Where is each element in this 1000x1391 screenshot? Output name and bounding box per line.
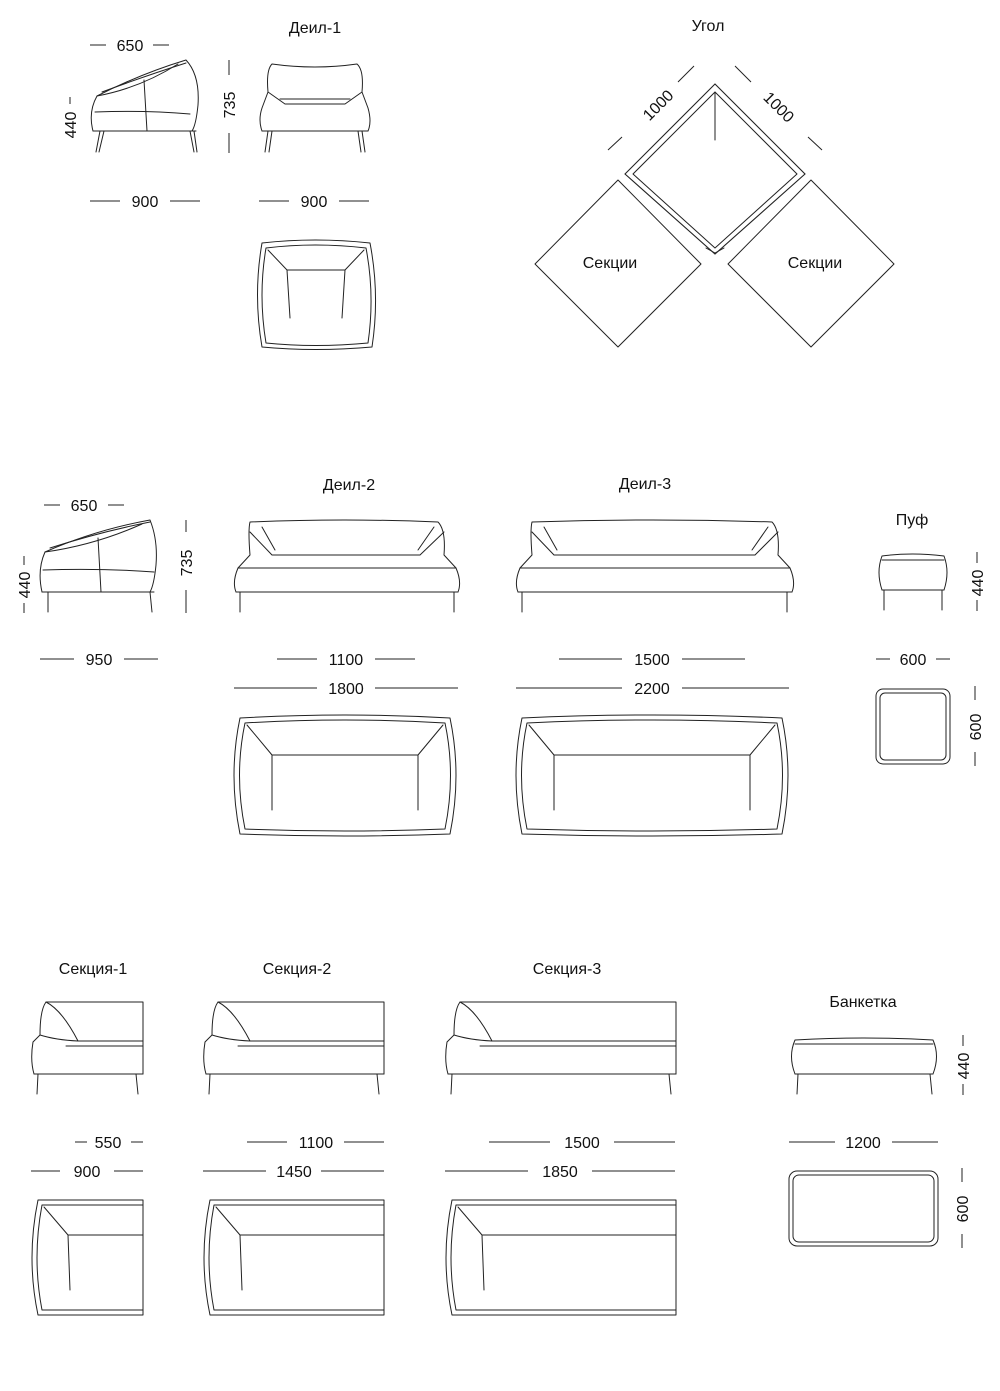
deil-3-front-view (516, 520, 793, 612)
sekciya-2-front-view (204, 1002, 384, 1094)
dim-bk-width (789, 1135, 938, 1152)
dim-s2-b (203, 1164, 384, 1181)
corner-dim-left (608, 66, 694, 150)
deil-2-side-view (40, 520, 156, 612)
svg-text:1000: 1000 (759, 89, 797, 127)
dim-bk-depth (955, 1168, 972, 1248)
dim-d1-width (259, 194, 369, 211)
title-sekciya-1: Секция-1 (58, 961, 128, 978)
deil-1-top-view (258, 240, 376, 350)
svg-text:440: 440 (956, 1052, 973, 1080)
dim-puf-width (876, 652, 950, 669)
deil-3-top-view (516, 715, 788, 836)
dim-puf-depth (968, 686, 985, 766)
title-deil-2: Деил-2 (322, 477, 376, 494)
dim-d2-height (179, 520, 196, 613)
svg-text:Секции: Секции (582, 255, 638, 272)
title-banketka: Банкетка (829, 994, 897, 1011)
svg-text:1850: 1850 (542, 1164, 578, 1181)
svg-text:950: 950 (85, 652, 113, 669)
sekciya-1-top-view (32, 1200, 143, 1315)
svg-text:Секции: Секции (787, 255, 843, 272)
svg-text:600: 600 (968, 713, 985, 741)
svg-text:1500: 1500 (564, 1135, 600, 1152)
dim-puf-height (970, 552, 987, 611)
deil-2-front-view (234, 520, 459, 612)
svg-text:650: 650 (116, 38, 144, 55)
dim-d1-seat-height (63, 97, 80, 138)
corner-section-right (728, 180, 894, 347)
title-deil-1: Деил-1 (288, 20, 342, 37)
sekciya-3-top-view (446, 1200, 676, 1315)
banketka-top-view (789, 1171, 938, 1246)
svg-text:1800: 1800 (328, 681, 364, 698)
dim-d3-width (516, 681, 789, 698)
svg-text:1450: 1450 (276, 1164, 312, 1181)
svg-text:735: 735 (222, 91, 239, 119)
svg-text:1000: 1000 (640, 87, 678, 125)
svg-text:550: 550 (94, 1135, 122, 1152)
corner-section-left (535, 180, 701, 347)
dim-s1-b (31, 1164, 143, 1181)
dim-s1-a (75, 1135, 143, 1152)
title-puf: Пуф (895, 512, 929, 529)
dim-d2-depth-top (44, 498, 124, 515)
dim-s2-a (247, 1135, 384, 1152)
sekciya-1-front-view (32, 1002, 143, 1094)
dim-d1-depth-top (90, 38, 169, 55)
corner-dim-right (735, 66, 822, 150)
svg-text:1200: 1200 (845, 1135, 881, 1152)
dim-d2-depth (40, 652, 158, 669)
dim-d2-width (234, 681, 458, 698)
sekciya-2-top-view (204, 1200, 384, 1315)
svg-text:735: 735 (179, 549, 196, 577)
dim-d1-height (222, 60, 239, 153)
deil-1-side-view (91, 60, 198, 152)
svg-text:600: 600 (955, 1195, 972, 1223)
dim-bk-height (956, 1035, 973, 1095)
title-deil-3: Деил-3 (618, 476, 672, 493)
title-sekciya-3: Секция-3 (532, 961, 602, 978)
svg-text:1100: 1100 (298, 1135, 334, 1152)
dim-s3-a (489, 1135, 675, 1152)
deil-2-top-view (234, 715, 456, 836)
puf-front-view (879, 554, 947, 610)
svg-text:900: 900 (300, 194, 328, 211)
dim-d3-seat (559, 652, 745, 669)
svg-text:440: 440 (970, 569, 987, 597)
dim-d1-depth (90, 194, 200, 211)
dim-s3-b (445, 1164, 675, 1181)
banketka-front-view (792, 1038, 937, 1094)
svg-text:1100: 1100 (328, 652, 364, 669)
dim-d2-seat (277, 652, 415, 669)
svg-text:440: 440 (63, 111, 80, 139)
svg-text:1500: 1500 (634, 652, 670, 669)
deil-1-front-view (260, 64, 370, 152)
svg-text:600: 600 (899, 652, 927, 669)
title-sekciya-2: Секция-2 (262, 961, 332, 978)
svg-text:650: 650 (70, 498, 98, 515)
svg-text:900: 900 (131, 194, 159, 211)
svg-text:900: 900 (73, 1164, 101, 1181)
svg-text:2200: 2200 (634, 681, 670, 698)
svg-text:440: 440 (17, 571, 34, 599)
dim-d2-seat-height (17, 556, 34, 613)
puf-top-view (876, 689, 950, 764)
sekciya-3-front-view (446, 1002, 676, 1094)
title-ugol: Угол (691, 18, 725, 35)
